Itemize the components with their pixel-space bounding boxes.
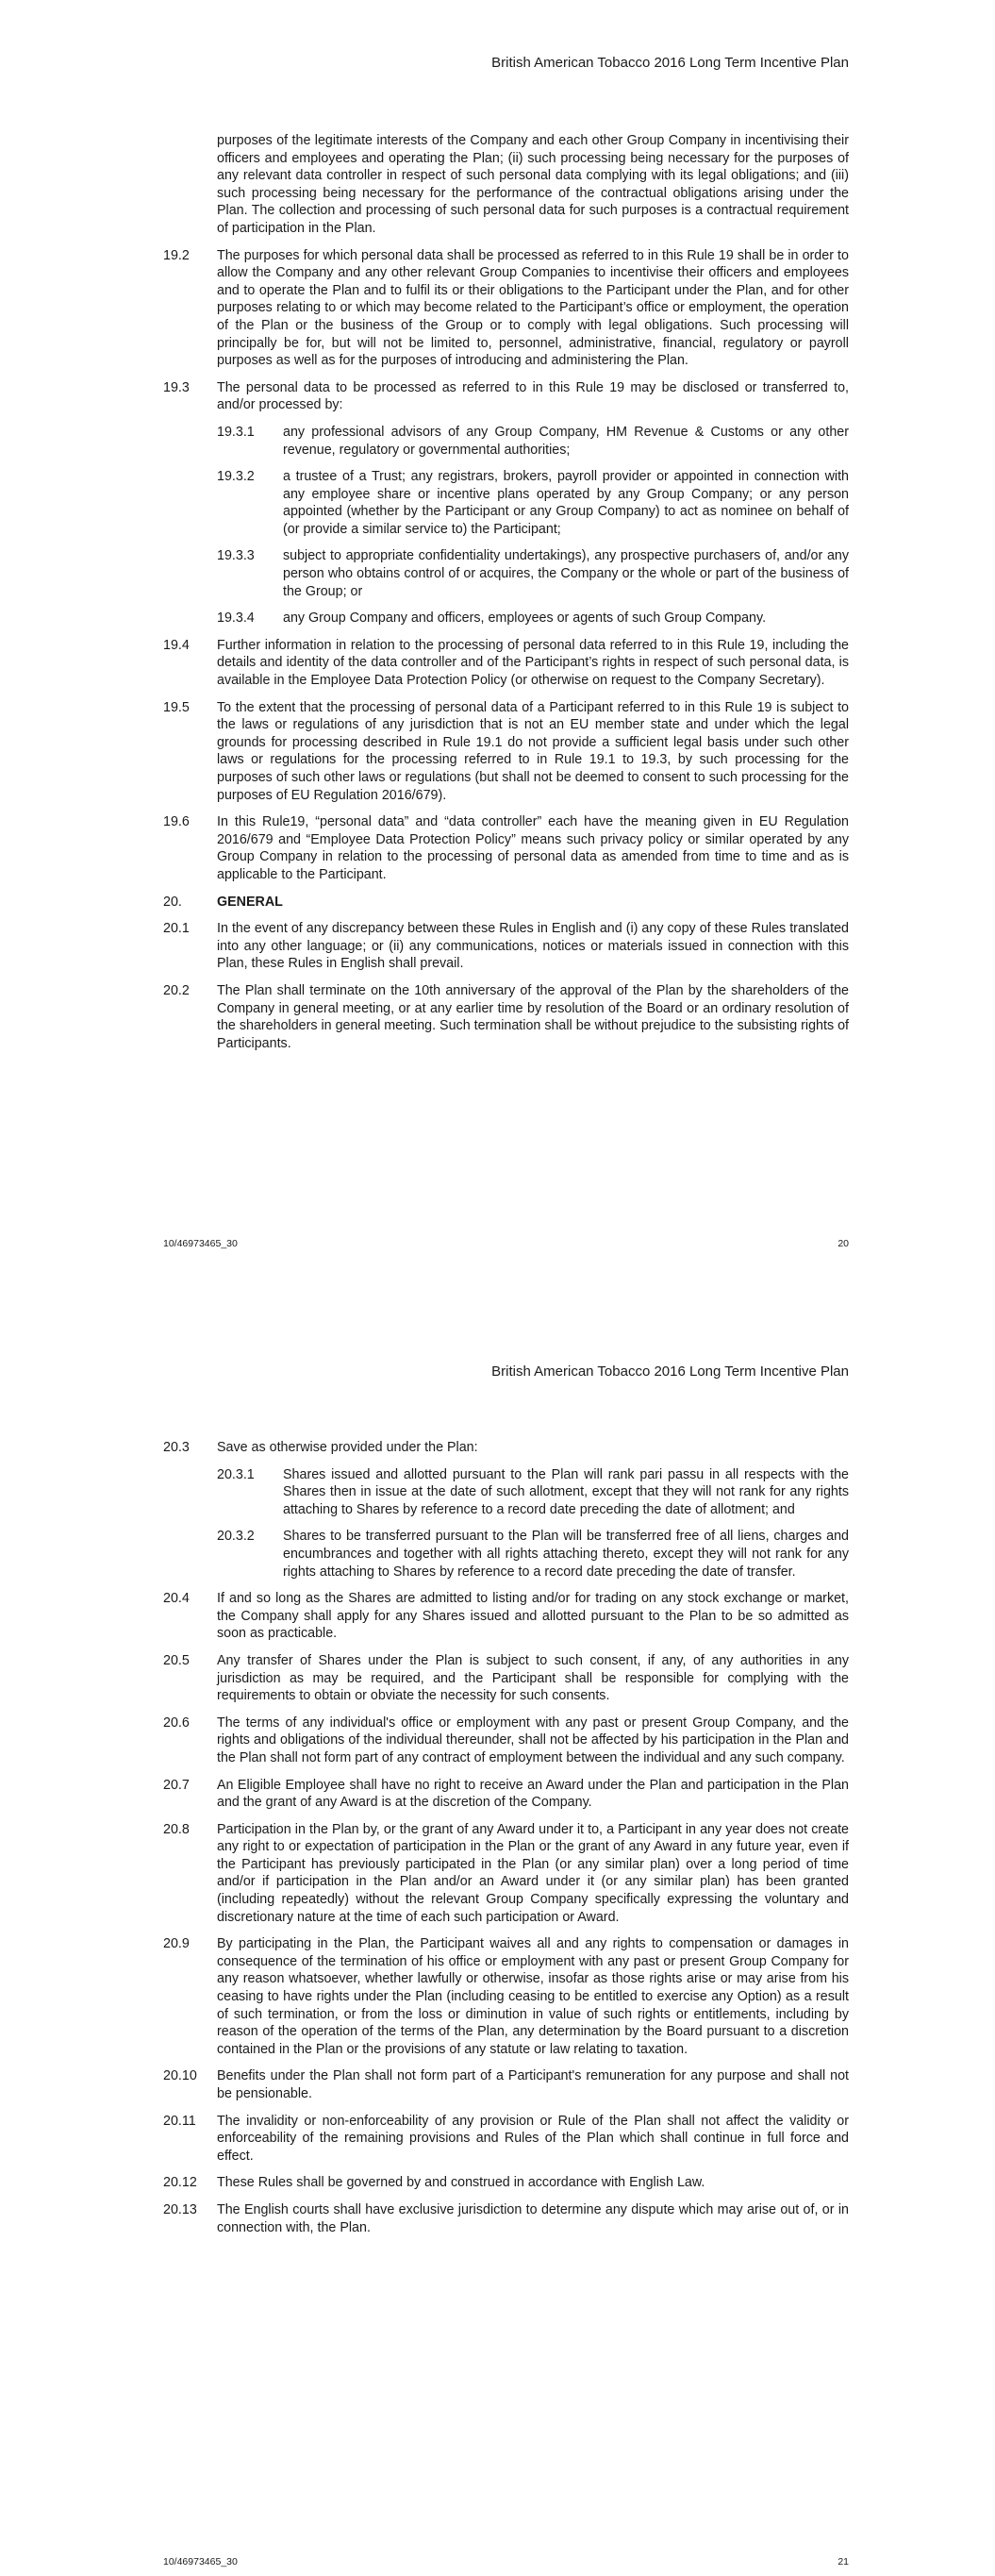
clause-19-3 bbox=[163, 379, 849, 414]
page-footer bbox=[163, 1238, 849, 1249]
clause-number: 20.1 bbox=[163, 921, 190, 937]
clause-number: 19.3.1 bbox=[217, 424, 255, 440]
section-title: GENERAL bbox=[217, 894, 283, 910]
clause-text: The English courts shall have exclusive jurisdiction to determine any dispute which may arise out of, or in connection with, the Plan. bbox=[217, 2201, 849, 2235]
clause-19-3-2 bbox=[217, 468, 849, 538]
clause-19-3-4 bbox=[217, 610, 849, 627]
clause-number: 20.6 bbox=[163, 1715, 190, 1731]
clause-number: 20.12 bbox=[163, 2175, 197, 2191]
clause-number: 19.4 bbox=[163, 637, 190, 653]
clause-number: 20.9 bbox=[163, 1936, 190, 1952]
clause-19-5 bbox=[163, 699, 849, 805]
clause-number: 19.6 bbox=[163, 814, 190, 830]
clause-text: a trustee of a Trust; any registrars, brokers, payroll provider or appointed in connection with any employee share or incentive plans operated by any Group Company; or any person appointed (whether by the Participant or any Group Company) to act as nominee on behalf of (or provide a similar service to) the Participant; bbox=[283, 469, 849, 537]
clause-number: 20.3.1 bbox=[217, 1466, 255, 1482]
page-number: 21 bbox=[837, 2556, 849, 2568]
clause-number: 19.3.2 bbox=[217, 469, 255, 485]
clause-text: Shares issued and allotted pursuant to the Plan will rank pari passu in all respects with the Shares then in issue at the date of such allotment, except that they will not rank for any rights attaching to Shares by reference to a record date preceding the date of allotment; and bbox=[283, 1466, 849, 1517]
clause-text: Shares to be transferred pursuant to the Plan will be transferred free of all liens, charges and encumbrances and together with all rights attaching thereto, except they will not rank for any rights attaching to Shares by reference to a record date preceding the date of transfer. bbox=[283, 1529, 849, 1580]
clause-number: 20.3.2 bbox=[217, 1529, 255, 1545]
clause-20-1 bbox=[163, 920, 849, 973]
clause-19-2 bbox=[163, 247, 849, 370]
clause-19-3-1 bbox=[217, 424, 849, 459]
page-21 bbox=[0, 1312, 995, 2576]
clause-text: Any transfer of Shares under the Plan is subject to such consent, if any, of any authorities in any jurisdiction as may be required, and the Participant shall be responsible for complying with the requirements to obtain or obviate the necessity for such consents. bbox=[217, 1652, 849, 1704]
section-20-heading bbox=[163, 894, 849, 912]
clause-text: Participation in the Plan by, or the grant of any Award under it to, a Participant in any year does not create any right to or expectation of participation in the Plan or the grant of any Award in any future year, even if the Participant has previously participated in the Plan (or any similar plan) over a long period of time and/or if participation in the Plan and/or an Award under it (or any similar plan) has been granted (including repeatedly) without the relevant Group Company specifically expressing the voluntary and discretionary nature at the time of each such participation or Award. bbox=[217, 1821, 849, 1925]
clause-19-4 bbox=[163, 637, 849, 690]
clause-20-2 bbox=[163, 982, 849, 1052]
clause-number: 20.3 bbox=[163, 1440, 190, 1455]
document-reference: 10/46973465_30 bbox=[163, 2556, 238, 2568]
clause-text: If and so long as the Shares are admitted to listing and/or for trading on any stock exchange or market, the Company shall apply for any Shares issued and allotted pursuant to the Plan to be so admitted as soon as practicable. bbox=[217, 1591, 849, 1642]
clause-text: The invalidity or non-enforceability of any provision or Rule of the Plan shall not affect the validity or enforceability of the remaining provisions and Rules of the Plan which shall continue in full force and effect. bbox=[217, 2113, 849, 2164]
clause-text: By participating in the Plan, the Participant waives all and any rights to compensation or damages in consequence of the termination of his office or employment with any past or present Group Company for any reason whatsoever, whether lawfully or otherwise, insofar as those rights arise or may arise from his ceasing to have rights under the Plan (including ceasing to be entitled to exercise any Option) as a result of such termination, or from the loss or diminution in value of such rights or entitlements, including by reason of the operation of the terms of the Plan, any determination by the Board pursuant to a discretion contained in the Plan or the provisions of any statute or law relating to taxation. bbox=[217, 1936, 849, 2057]
clause-text: Save as otherwise provided under the Plan: bbox=[217, 1440, 478, 1455]
clause-number: 20.2 bbox=[163, 982, 190, 998]
clause-text: To the extent that the processing of personal data of a Participant referred to in this Rule 19 is subject to the laws or regulations of any jurisdiction that is not an EU member state and under which the legal grounds for processing described in Rule 19.1 do not provide a sufficient legal basis under such other laws or regulations for the processing referred to in Rule 19.1 to 19.3, by such processing for the purposes of such other laws or regulations (but shall not be deemed to consent to such processing for the purposes of EU Regulation 2016/679). bbox=[217, 699, 849, 803]
clause-19-1-continuation: purposes of the legitimate interests of the Company and each other Group Company in incentivising their officers and employees and operating the Plan; (ii) such processing being necessary for the purposes of any relevant data controller in respect of such personal data complying with its legal obligations; and (iii) such processing being necessary for the performance of the contractual obligations arising under the Plan. The collection and processing of such personal data for such purposes is a contractual requirement of participation in the Plan. bbox=[217, 133, 849, 236]
clause-20-8 bbox=[163, 1821, 849, 1927]
clause-20-3-2 bbox=[217, 1528, 849, 1581]
clause-number: 19.5 bbox=[163, 699, 190, 715]
clause-text: any Group Company and officers, employees or agents of such Group Company. bbox=[283, 611, 767, 627]
page-footer bbox=[163, 2556, 849, 2568]
page-21-body bbox=[163, 1439, 849, 2246]
clause-20-10 bbox=[163, 2067, 849, 2102]
clause-20-7 bbox=[163, 1777, 849, 1812]
clause-text: In the event of any discrepancy between these Rules in English and (i) any copy of these Rules translated into any other language; or (ii) any communications, notices or materials issued in connection with this Plan, these Rules in English shall prevail. bbox=[217, 921, 849, 972]
clause-number: 20.13 bbox=[163, 2201, 197, 2217]
page-header-title: British American Tobacco 2016 Long Term Incentive Plan bbox=[491, 55, 849, 71]
clause-number: 20.11 bbox=[163, 2113, 196, 2129]
clause-text: An Eligible Employee shall have no right to receive an Award under the Plan and participation in the Plan and the grant of any Award is at the discretion of the Company. bbox=[217, 1777, 849, 1811]
clause-number: 19.2 bbox=[163, 247, 190, 263]
clause-text: The personal data to be processed as referred to in this Rule 19 may be disclosed or transferred to, and/or processed by: bbox=[217, 379, 849, 413]
clause-20-5 bbox=[163, 1652, 849, 1705]
clause-20-3-1 bbox=[217, 1466, 849, 1519]
clause-number: 19.3.3 bbox=[217, 548, 255, 564]
clause-19-3-3 bbox=[217, 547, 849, 600]
clause-text: In this Rule19, “personal data” and “data controller” each have the meaning given in EU Regulation 2016/679 and “Employee Data Protection Policy” means such privacy policy or similar operated by any Group Company in relation to the processing of personal data as amended from time to time and as is applicable to the Participant. bbox=[217, 814, 849, 882]
clause-number: 20.7 bbox=[163, 1777, 190, 1793]
section-number: 20. bbox=[163, 894, 182, 910]
clause-number: 19.3.4 bbox=[217, 611, 255, 627]
clause-20-4 bbox=[163, 1590, 849, 1643]
clause-text: subject to appropriate confidentiality undertakings), any prospective purchasers of, and/or any person who obtains control of or acquires, the Company or the whole or part of the business of the Group; or bbox=[283, 548, 849, 599]
clause-text: Further information in relation to the processing of personal data referred to in this Rule 19, including the details and identity of the data controller and of the Participant’s rights in respect of such personal data, is available in the Employee Data Protection Policy (or otherwise on request to the Company Secretary). bbox=[217, 637, 849, 689]
document-reference: 10/46973465_30 bbox=[163, 1238, 238, 1249]
clause-20-3 bbox=[163, 1439, 849, 1457]
clause-20-13 bbox=[163, 2201, 849, 2236]
clause-number: 19.3 bbox=[163, 379, 190, 395]
page-number: 20 bbox=[837, 1238, 849, 1249]
clause-20-6 bbox=[163, 1715, 849, 1767]
clause-number: 20.10 bbox=[163, 2068, 197, 2084]
clause-20-11 bbox=[163, 2113, 849, 2166]
clause-20-12 bbox=[163, 2174, 849, 2192]
clause-text: Benefits under the Plan shall not form part of a Participant's remuneration for any purpose and shall not be pensionable. bbox=[217, 2068, 849, 2101]
page-header-title: British American Tobacco 2016 Long Term Incentive Plan bbox=[491, 1363, 849, 1380]
clause-number: 20.4 bbox=[163, 1591, 190, 1607]
clause-text: The purposes for which personal data shall be processed as referred to in this Rule 19 shall be in order to allow the Company and any other relevant Group Companies to incentivise their officers and employees and to operate the Plan and to fulfil its or their obligations to the Participant under the Plan, and for other purposes relating to or which may become related to the Participant’s office or employment, the operation of the Plan or the business of the Group or to comply with legal obligations. Such processing will principally be for, but will not be limited to, personnel, administrative, financial, regulatory or payroll purposes as well as for the purposes of introducing and administering the Plan. bbox=[217, 247, 849, 369]
clause-text: The Plan shall terminate on the 10th anniversary of the approval of the Plan by the shareholders of the Company in general meeting, or at any earlier time by resolution of the Board or an ordinary resolution of the shareholders in general meeting. Such termination shall be without prejudice to the subsisting rights of Participants. bbox=[217, 982, 849, 1051]
clause-text: any professional advisors of any Group Company, HM Revenue & Customs or any other revenue, regulatory or governmental authorities; bbox=[283, 424, 849, 458]
clause-number: 20.8 bbox=[163, 1821, 190, 1837]
clause-text: The terms of any individual's office or employment with any past or present Group Company, and the rights and obligations of the individual thereunder, shall not be affected by his participation in the Plan and the Plan shall not form part of any contract of employment between the individual and any such company. bbox=[217, 1715, 849, 1765]
clause-text: These Rules shall be governed by and construed in accordance with English Law. bbox=[217, 2175, 705, 2191]
page-20-body bbox=[163, 132, 849, 1062]
clause-number: 20.5 bbox=[163, 1652, 190, 1668]
clause-19-6 bbox=[163, 813, 849, 883]
clause-20-9 bbox=[163, 1935, 849, 2058]
